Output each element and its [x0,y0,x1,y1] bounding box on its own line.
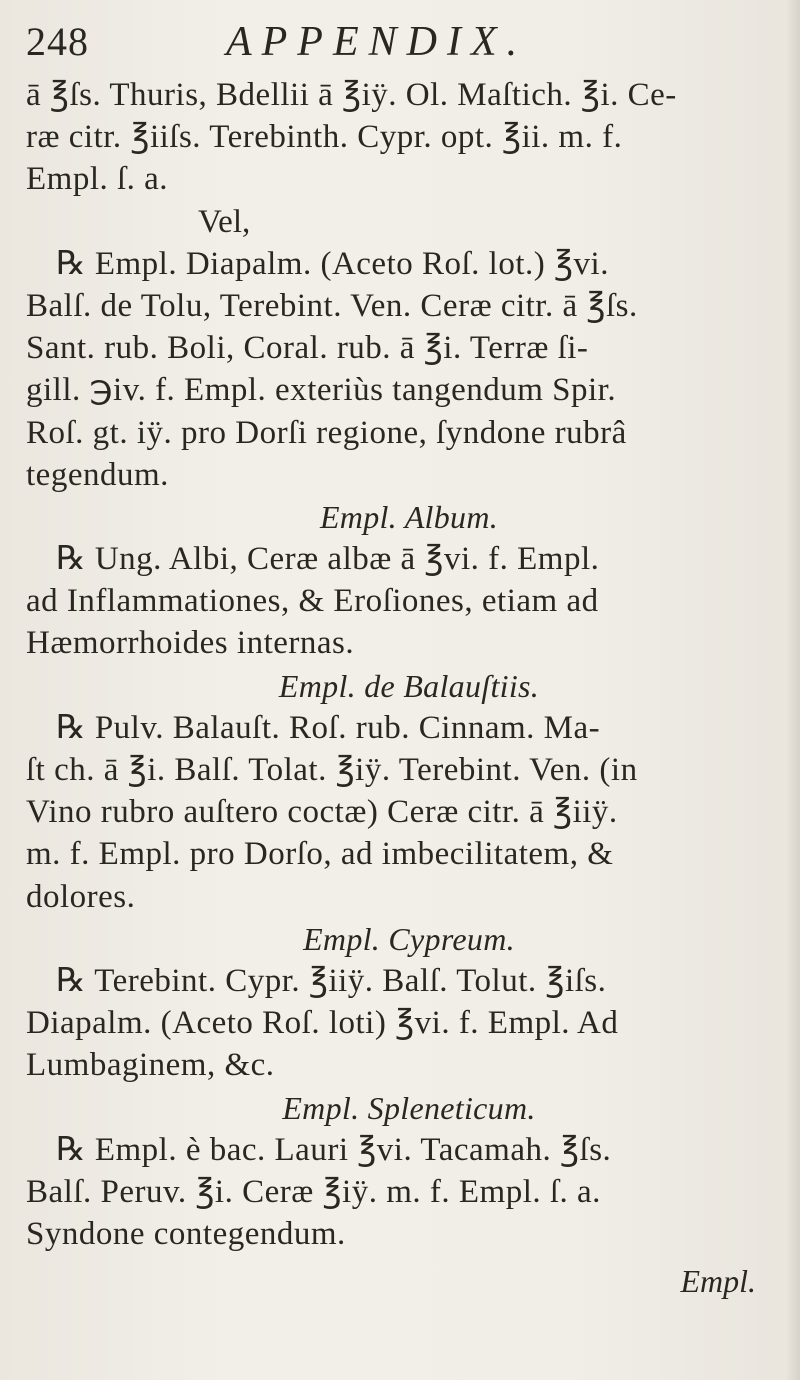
text-line: tegendum. [26,456,169,493]
text-line: Vino rubro auſtero coctæ) Ceræ citr. ā ℥iiÿ. [26,794,618,831]
recipe-first-line: ℞ Ung. Albi, Ceræ albæ ā ℥vi. f. Empl. [56,541,600,578]
text-line: ā ℥ſs. Thuris, Bdellii ā ℥iÿ. Ol. Maſtich. ℥i. Ce- [26,77,677,113]
text-line: dolores. [26,878,136,915]
section-heading: Empl. Cypreum. [303,920,515,957]
page-text [26,74,792,1307]
alternative-marker: Vel, [198,203,251,240]
page-header [26,14,786,74]
text-line: Balſ. Peruv. ℥i. Ceræ ℥iÿ. m. f. Empl. ſ. a. [26,1173,601,1210]
running-head: APPENDIX. [226,19,528,65]
text-line: ræ citr. ℥iiſs. Terebinth. Cypr. opt. ℥ii. m. f. [26,119,623,156]
text-line: m. f. Empl. pro Dorſo, ad imbecilitatem, & [26,836,614,873]
text-line: Roſ. gt. iÿ. pro Dorſi regione, ſyndone rubrâ [26,414,627,451]
page-number: 248 [26,19,89,64]
text-line: Sant. rub. Boli, Coral. rub. ā ℥i. Terræ ſi- [26,330,589,367]
recipe-first-line: ℞ Empl. Diapalm. (Aceto Roſ. lot.) ℥vi. [56,245,609,282]
text-line: gill. ℈iv. f. Empl. exteriùs tangendum Spir. [26,372,617,409]
text-line: Balſ. de Tolu, Terebint. Ven. Ceræ citr. ā ℥ſs. [26,287,638,324]
text-line: ſt ch. ā ℥i. Balſ. Tolat. ℥iÿ. Terebint. Ven. (in [26,752,638,788]
text-line: Syndone contegendum. [26,1216,346,1253]
text-line: Diapalm. (Aceto Roſ. loti) ℥vi. f. Empl. Ad [26,1005,619,1042]
text-line: Hæmorrhoides internas. [26,625,355,662]
text-line: Empl. ſ. a. [26,161,169,198]
text-line: Lumbaginem, &c. [26,1047,275,1084]
section-heading: Empl. Album. [319,498,499,535]
text-line: ad Inflammationes, & Eroſiones, etiam ad [26,583,599,620]
recipe-first-line: ℞ Pulv. Balauſt. Roſ. rub. Cinnam. Ma- [56,709,601,746]
section-heading: Empl. de Balauſtiis. [278,667,540,704]
recipe-first-line: ℞ Terebint. Cypr. ℥iiÿ. Balſ. Tolut. ℥iſs. [56,962,607,999]
section-heading: Empl. Spleneticum. [282,1089,536,1126]
recipe-first-line: ℞ Empl. è bac. Lauri ℥vi. Tacamah. ℥ſs. [56,1131,612,1168]
catchword: Empl. [680,1263,756,1300]
